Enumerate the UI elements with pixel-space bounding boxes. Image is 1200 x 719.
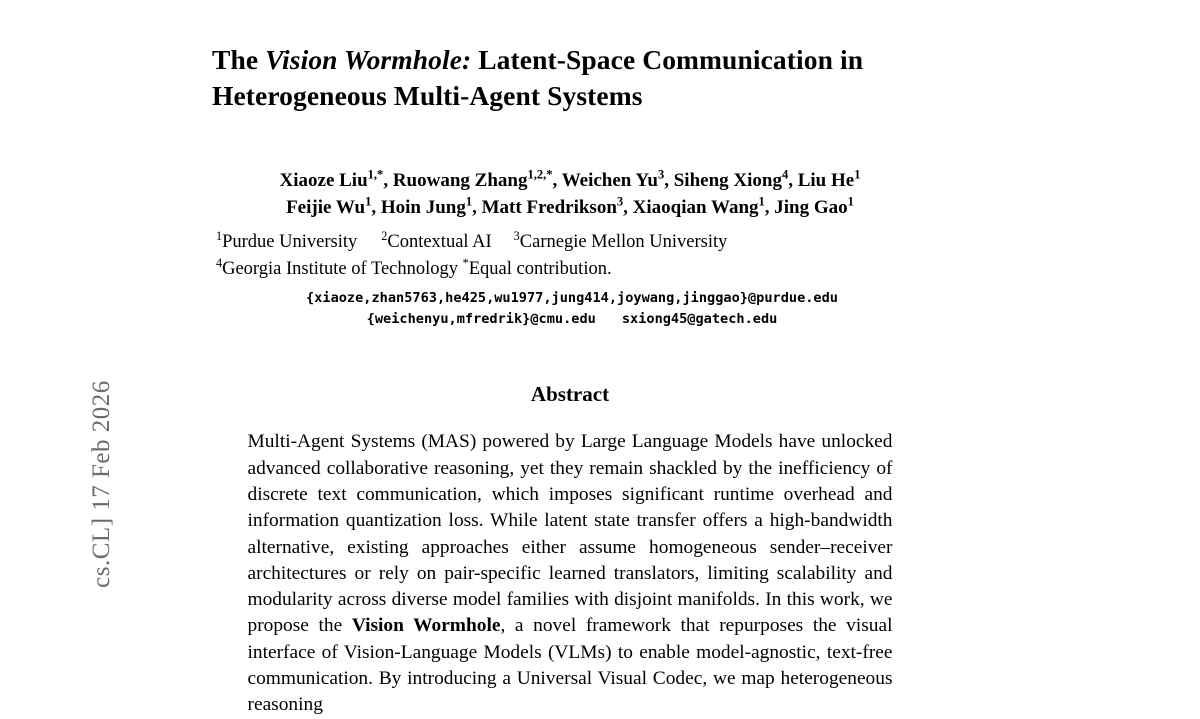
author-line-2: Feijie Wu$^1$, Hoin Jung$^1$, Matt Fredrikson$^3$, Xiaoqian Wang$^1$, Jing Gao$^1$ [286,194,854,219]
affiliation-block [212,229,928,283]
abstract-paragraph [248,429,893,718]
title-part-1: The [212,44,266,75]
affiliation-marker: 4 [216,255,223,270]
author-name: Hoin Jung [380,197,466,219]
abstract-text-1: Multi-Agent Systems (MAS) powered by Large Language Models have unlocked advanced collaborative reasoning, yet they remain shackled by the inefficiency of discrete text communication, which imposes significant runtime overhead and information quantization loss. While latent state transfer offers a high-bandwidth alternative, existing approaches either assume homogeneous sender–receiver architectures or rely on pair-specific learned translators, limiting scalability and modularity across diverse model families with disjoint manifolds. In this work, we propose the [247,431,893,637]
author-affil-marker: 1 [854,167,861,182]
affiliation-row-2 [216,256,928,283]
author-line-1: Xiaoze Liu$^{1,*}$, Ruowang Zhang$^{1,2,*}$, Weichen Yu$^3$, Siheng Xiong$^4$, Liu He$^1$ [279,167,861,191]
author-name: Ruowang Zhang [392,169,528,191]
abstract-text-2: , a novel framework that repurposes the visual interface of Vision-Language Models (VLMs) to enable model-agnostic, text-free communication. By introducing a Universal Visual Codec, we map heterogeneous reasoning [247,615,893,716]
author-affil-marker: 1 [465,194,473,209]
author-name: Feijie Wu [286,197,366,219]
author-affil-marker: 1 [847,194,854,209]
author-affil-marker: 3 [657,167,665,182]
affiliation-marker: * [462,255,469,270]
affiliation [216,255,459,279]
page-title [212,42,928,115]
author [481,194,624,219]
author-affil-marker: 1 [365,194,372,209]
author [380,194,473,219]
author [561,167,665,191]
author-affil-marker: 4 [781,167,789,182]
affiliation-marker: 1 [216,228,223,243]
author-name: Liu He [797,169,855,191]
email-line-1: {xiaoze,zhan5763,he425,wu1977,jung414,joywang,jinggao}@purdue.edu [306,290,838,307]
author [279,167,384,191]
author-name: Siheng Xiong [673,169,782,191]
author [632,194,765,219]
author-block [212,167,928,331]
title-italic-part: Vision Wormhole: [265,44,472,75]
author-name: Weichen Yu [561,169,658,191]
abstract-body [248,429,893,718]
author-name: Xiaoze Liu [279,169,368,191]
affiliation-row-1 [216,229,928,256]
author-name: Xiaoqian Wang [632,197,759,219]
email-block [212,288,928,330]
affiliation [381,228,492,252]
arxiv-stamp: cs.CL] 17 Feb 2026 [88,380,115,588]
author-name: Matt Fredrikson [481,197,617,219]
affiliation [216,228,358,252]
abstract-heading: Abstract [530,382,610,407]
author-affil-marker: 1,* [367,167,384,182]
author-affil-marker: 1 [758,194,765,209]
author [673,167,789,191]
author [797,167,861,191]
email-line-2 [216,309,928,330]
affiliation-name: Contextual AI [387,231,492,252]
author-affil-marker: 3 [616,194,624,209]
email-cmu: {weichenyu,mfredrik}@cmu.edu [366,311,596,328]
affiliation [513,228,728,252]
author-name: Jing Gao [774,197,848,219]
author [286,194,372,219]
affiliation-name: Georgia Institute of Technology [222,258,459,279]
affiliation-marker: 3 [513,228,520,243]
abstract-bold-term: Vision Wormhole [351,615,501,637]
equal-contribution-note [462,255,612,279]
author [774,194,854,219]
affiliation-name: Purdue University [222,231,358,252]
author [392,167,553,191]
affiliation-marker: 2 [381,228,388,243]
email-gatech: sxiong45@gatech.edu [621,311,778,328]
paper-column [212,42,928,719]
affiliation-name: Carnegie Mellon University [519,231,728,252]
affiliation-name: Equal contribution. [468,258,612,279]
author-affil-marker: 1,2,* [527,167,553,182]
title-part-2: Latent-Space Communication in Heterogeneous Multi-Agent Systems [212,44,864,112]
